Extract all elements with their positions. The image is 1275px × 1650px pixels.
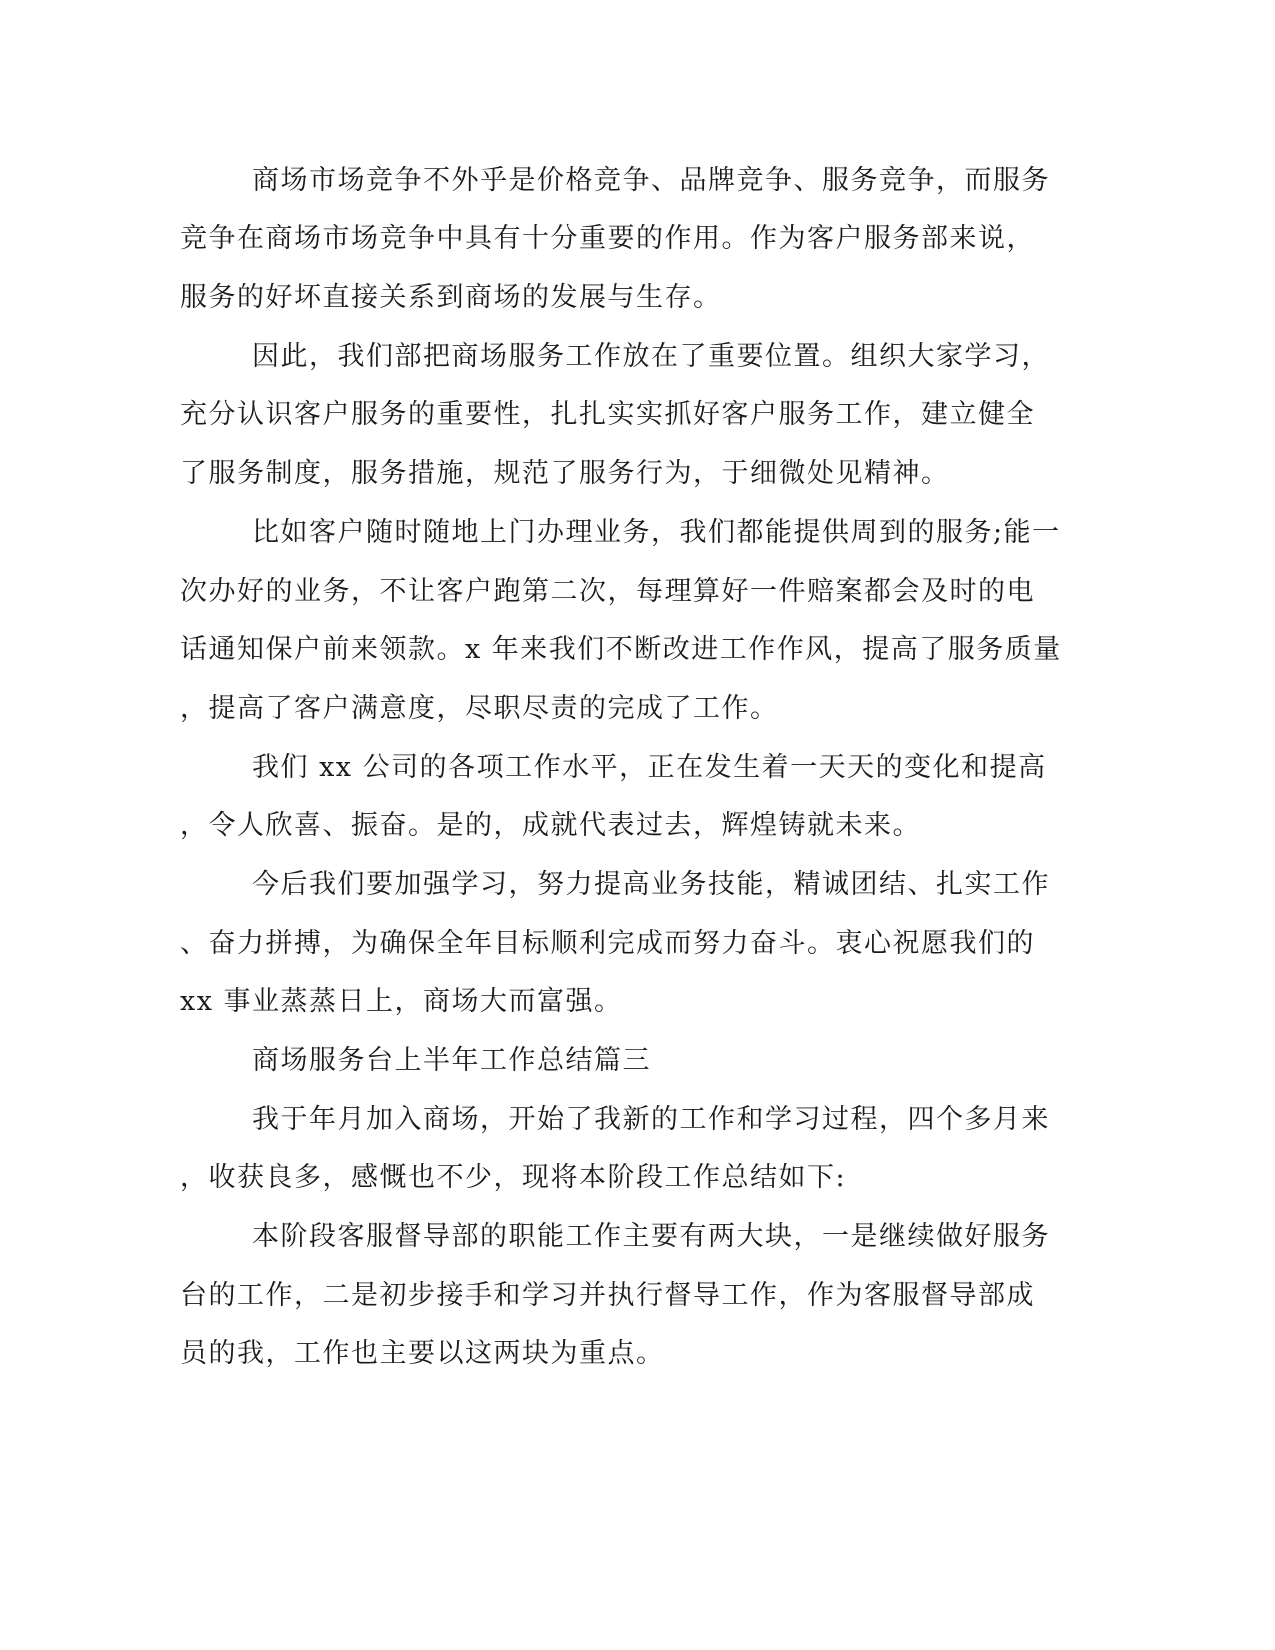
text-line: xx 事业蒸蒸日上，商场大而富强。 <box>180 986 623 1017</box>
section-heading: 商场服务台上半年工作总结篇三 <box>252 1045 651 1076</box>
text-line: 员的我，工作也主要以这两块为重点。 <box>180 1338 665 1369</box>
text-line: ，令人欣喜、振奋。是的，成就代表过去，辉煌铸就未来。 <box>180 810 921 841</box>
text-line: 比如客户随时随地上门办理业务，我们都能提供周到的服务;能一 <box>252 517 1061 548</box>
text-line: 我于年月加入商场，开始了我新的工作和学习过程，四个多月来 <box>252 1104 1050 1135</box>
text-line: 充分认识客户服务的重要性，扎扎实实抓好客户服务工作，建立健全 <box>180 399 1035 430</box>
text-line: 我们 xx 公司的各项工作水平，正在发生着一天天的变化和提高 <box>252 752 1047 783</box>
text-line: 、奋力拼搏，为确保全年目标顺利完成而努力奋斗。衷心祝愿我们的 <box>180 928 1035 959</box>
text-line: 竞争在商场市场竞争中具有十分重要的作用。作为客户服务部来说， <box>180 223 1035 254</box>
text-line: 次办好的业务，不让客户跑第二次，每理算好一件赔案都会及时的电 <box>180 576 1035 607</box>
text-line: 本阶段客服督导部的职能工作主要有两大块，一是继续做好服务 <box>252 1221 1050 1252</box>
text-line: ，提高了客户满意度，尽职尽责的完成了工作。 <box>180 693 779 724</box>
text-line: 话通知保户前来领款。x 年来我们不断改进工作作风，提高了服务质量 <box>180 634 1062 665</box>
text-line: 因此，我们部把商场服务工作放在了重要位置。组织大家学习， <box>252 341 1050 372</box>
text-line: 今后我们要加强学习，努力提高业务技能，精诚团结、扎实工作 <box>252 869 1050 900</box>
text-line: 商场市场竞争不外乎是价格竞争、品牌竞争、服务竞争，而服务 <box>252 165 1050 196</box>
text-line: 服务的好坏直接关系到商场的发展与生存。 <box>180 282 722 313</box>
text-line: ，收获良多，感慨也不少，现将本阶段工作总结如下: <box>180 1162 847 1193</box>
text-line: 台的工作，二是初步接手和学习并执行督导工作，作为客服督导部成 <box>180 1280 1035 1311</box>
text-line: 了服务制度，服务措施，规范了服务行为，于细微处见精神。 <box>180 458 950 489</box>
